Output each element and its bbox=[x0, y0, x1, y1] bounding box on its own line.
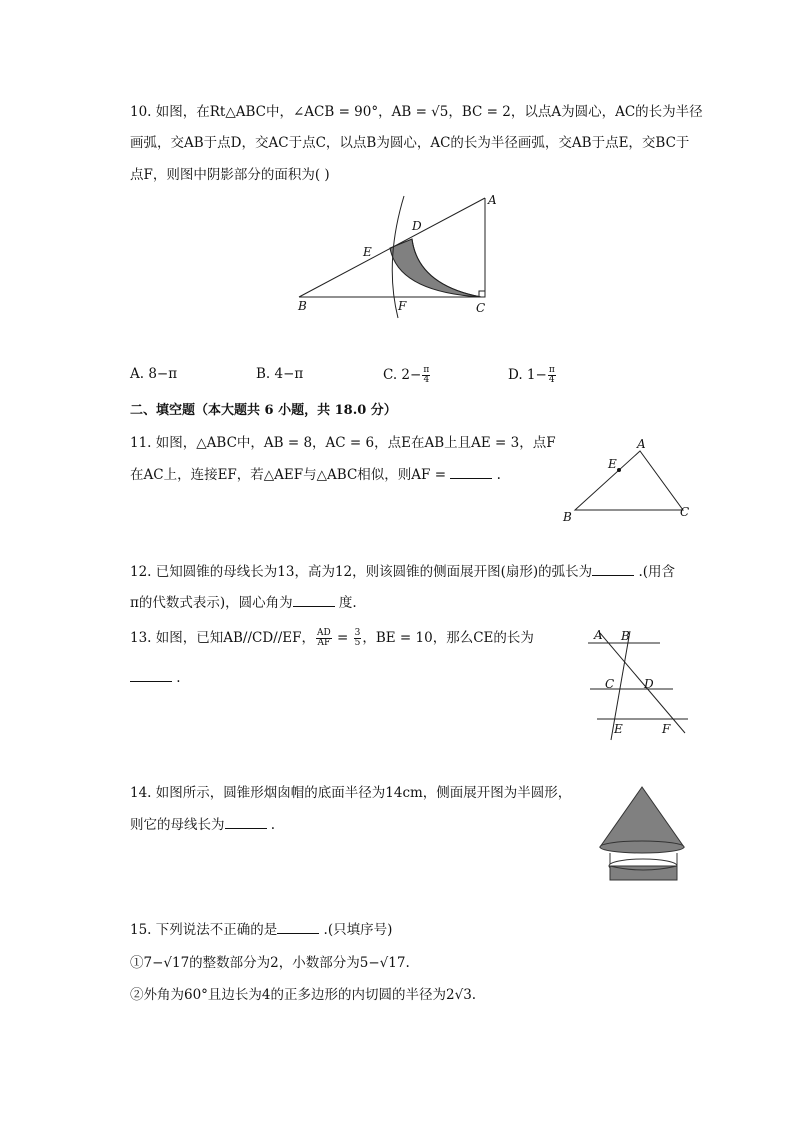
q12-line1-end: .(用含 bbox=[634, 564, 676, 580]
q13-label-f: F bbox=[662, 722, 671, 736]
q13-line1-text: 13. 如图，已知AB//CD//EF， bbox=[130, 630, 315, 646]
q13-eq: = bbox=[332, 630, 353, 646]
q10-choice-d-num: π bbox=[548, 365, 555, 375]
q10-label-d: D bbox=[412, 219, 422, 233]
q10-choice-a: A. 8−π bbox=[130, 366, 178, 382]
q10-choice-c-num: π bbox=[423, 365, 430, 375]
q15-item2: ②外角为60°且边长为4的正多边形的内切圆的半径为2√3. bbox=[130, 987, 477, 1003]
q11-line2-text: 在AC上，连接EF，若△AEF与△ABC相似，则AF = bbox=[130, 467, 451, 483]
q10-choice-d-den: 4 bbox=[548, 375, 555, 385]
q13-label-e: E bbox=[614, 722, 623, 736]
q14-line1: 14. 如图所示，圆锥形烟囱帽的底面半径为14cm，侧面展开图为半圆形， bbox=[130, 785, 572, 801]
q13-label-a: A bbox=[594, 628, 603, 642]
q15-item1: ①7−√17的整数部分为2，小数部分为5−√17. bbox=[130, 955, 410, 971]
q10-label-e: E bbox=[363, 245, 372, 259]
section2-title: 二、填空题（本大题共 6 小题，共 18.0 分） bbox=[130, 403, 397, 418]
q10-line3: 点F，则图中阴影部分的面积为( ) bbox=[130, 167, 330, 183]
q10-line1: 10. 如图，在Rt△ABC中，∠ACB = 90°，AB = √5，BC = 2，以点A为圆心，AC的长为半径 bbox=[130, 104, 703, 120]
q14-cone bbox=[600, 787, 684, 847]
q13-label-b: B bbox=[621, 629, 630, 643]
q11-label-a: A bbox=[637, 437, 646, 451]
q11-label-e: E bbox=[608, 457, 617, 471]
q13-frac-num: AD bbox=[317, 628, 331, 638]
q13-frac2-num: 3 bbox=[354, 628, 361, 638]
q13-line2-end: . bbox=[172, 670, 181, 686]
q15-line1-text: 15. 下列说法不正确的是 bbox=[130, 922, 278, 938]
q14-line2-text: 则它的母线长为 bbox=[130, 817, 225, 833]
q10-choice-d-prefix: D. 1− bbox=[508, 367, 547, 383]
q10-label-b: B bbox=[298, 299, 307, 313]
q13-label-d: D bbox=[644, 677, 654, 691]
q15-line1 bbox=[130, 920, 392, 940]
q10-choice-b: B. 4−π bbox=[256, 366, 304, 382]
q10-label-a: A bbox=[488, 193, 497, 207]
q14-cone-base bbox=[600, 841, 684, 853]
q12-line1-text: 12. 已知圆锥的母线长为13，高为12，则该圆锥的侧面展开图(扇形)的弧长为 bbox=[130, 564, 593, 580]
q13-frac2-den: 5 bbox=[354, 638, 361, 648]
q13-frac-den: AF bbox=[317, 638, 331, 648]
q12-line2-end: 度. bbox=[334, 595, 357, 611]
q10-label-c: C bbox=[476, 301, 486, 315]
q10-label-f: F bbox=[398, 299, 407, 313]
q15-line1-end: .(只填序号) bbox=[319, 922, 393, 938]
q15-answer-blank[interactable] bbox=[277, 921, 319, 934]
q10-line2: 画弧，交AB于点D，交AC于点C，以点B为圆心，AC的长为半径画弧，交AB于点E，交BC于 bbox=[130, 135, 690, 151]
q11-label-c: C bbox=[680, 505, 690, 519]
q14-line2-end: . bbox=[266, 817, 276, 833]
q11-line1: 11. 如图，△ABC中，AB = 8，AC = 6，点E在AB上且AE = 3，点F bbox=[130, 435, 556, 451]
q13-line1-end: ，BE = 10，那么CE的长为 bbox=[362, 630, 534, 646]
q11-line2-end: . bbox=[492, 467, 501, 483]
q10-choice-c-den: 4 bbox=[423, 375, 430, 385]
q11-label-b: B bbox=[563, 510, 572, 524]
q12-line2-text: π的代数式表示)，圆心角为 bbox=[130, 595, 293, 611]
q10-choice-c-prefix: C. 2− bbox=[383, 367, 422, 383]
q13-label-c: C bbox=[605, 677, 615, 691]
